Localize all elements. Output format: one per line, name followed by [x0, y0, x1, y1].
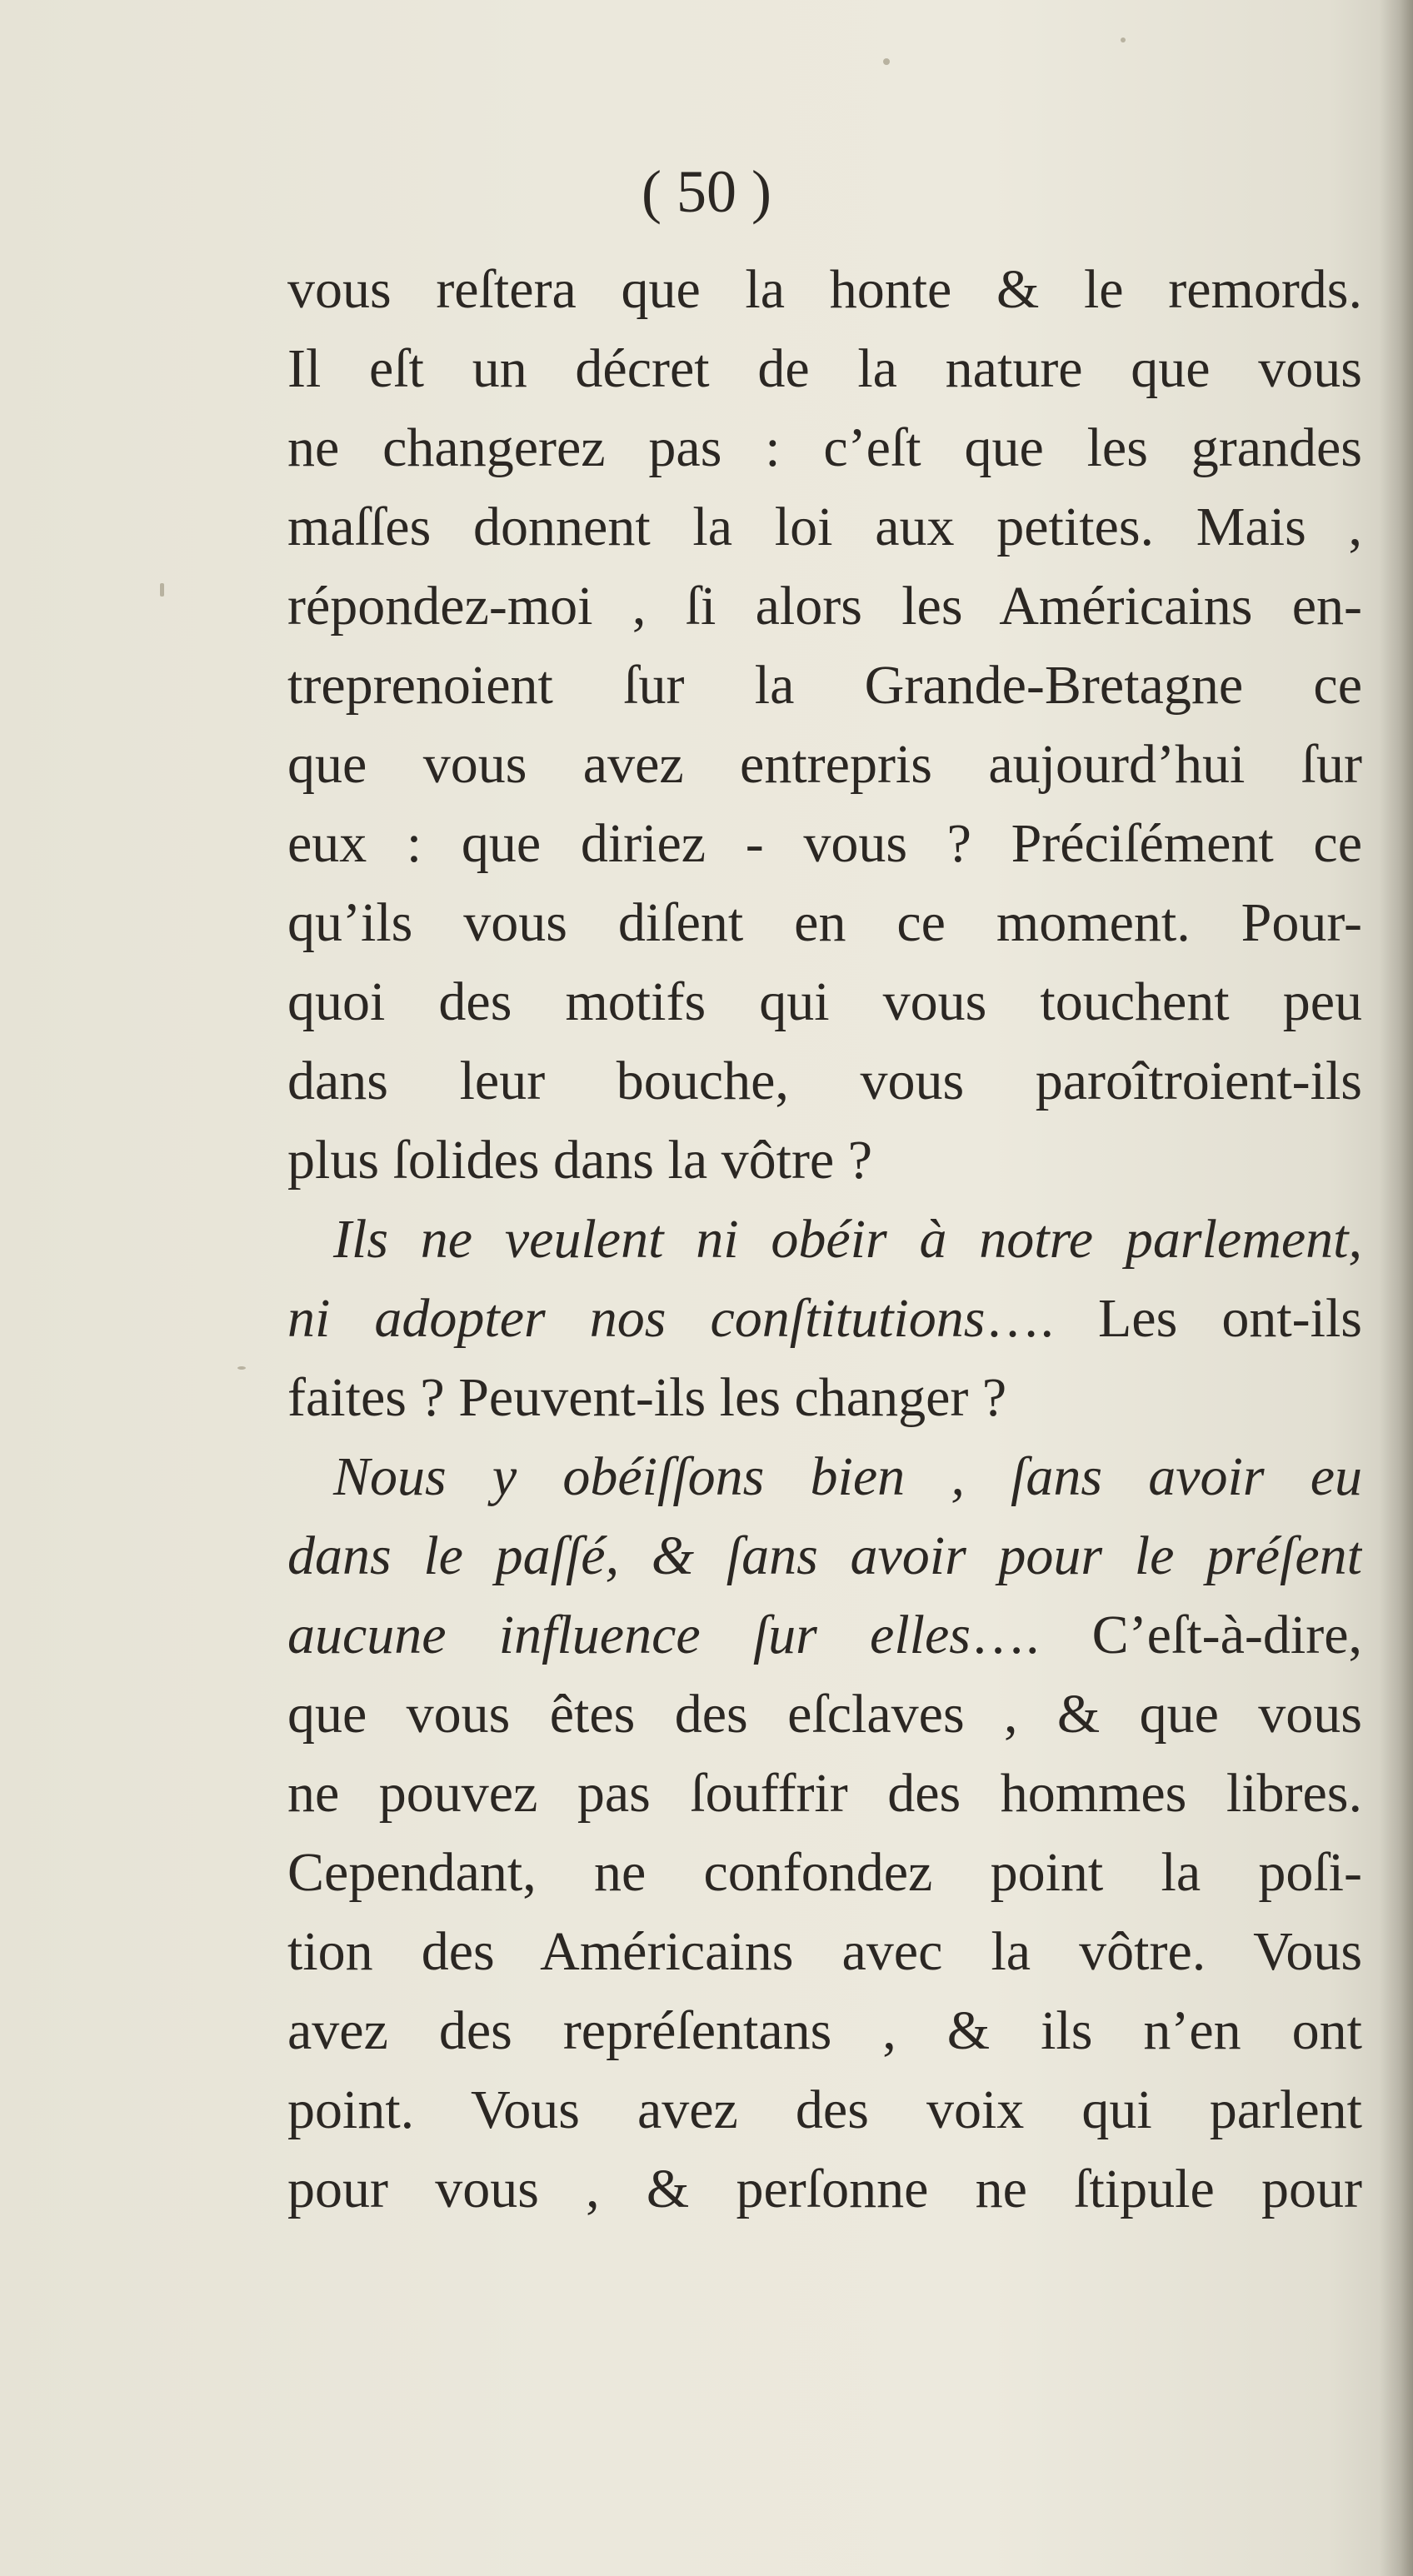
text-line [287, 1833, 1362, 1912]
text-line [287, 962, 1362, 1041]
text-run: répondez-moi , ſi alors les Américains en- [287, 576, 1362, 637]
text-run: Cependant, ne confondez point la poſi- [287, 1842, 1362, 1903]
text-line [287, 250, 1362, 329]
text-line [287, 1041, 1362, 1121]
text-run: ne changerez pas : c’eſt que les grandes [287, 417, 1362, 478]
text-run: faites ? Peuvent-ils les changer ? [287, 1367, 1007, 1428]
text-run: avez des repréſentans , & ils n’en ont [287, 2000, 1362, 2061]
text-line [287, 1437, 1362, 1516]
italic-text: aucune influence ſur elles [287, 1605, 971, 1665]
text-run: …. C’eſt-à-dire, [971, 1605, 1362, 1665]
page-binding-shadow [1380, 0, 1413, 2576]
text-run: Il eſt un décret de la nature que vous [287, 338, 1362, 399]
italic-text: Ils ne veulent ni obéir à notre parlement, [333, 1209, 1362, 1270]
text-line [287, 1516, 1362, 1595]
text-line [287, 1991, 1362, 2070]
text-line [287, 1121, 1362, 1200]
text-line [287, 487, 1362, 567]
text-line [287, 883, 1362, 962]
text-line [287, 725, 1362, 804]
text-line [287, 804, 1362, 883]
text-run: plus ſolides dans la vôtre ? [287, 1130, 873, 1191]
text-run: eux : que diriez - vous ? Préciſément ce [287, 813, 1362, 874]
text-run: tion des Américains avec la vôtre. Vous [287, 1921, 1362, 1982]
text-run: ne pouvez pas ſouffrir des hommes libres. [287, 1763, 1362, 1824]
text-line [287, 1595, 1362, 1675]
text-run: pour vous , & perſonne ne ſtipule pour [287, 2159, 1362, 2219]
text-run: vous reſtera que la honte & le remords. [287, 259, 1362, 320]
text-line [287, 408, 1362, 487]
text-line [287, 1200, 1362, 1279]
text-run: point. Vous avez des voix qui parlent [287, 2079, 1362, 2140]
paper-speck [1121, 37, 1126, 42]
paper-speck [160, 583, 164, 597]
italic-text: Nous y obéiſſons bien , ſans avoir eu [333, 1446, 1362, 1507]
text-line [287, 1912, 1362, 1991]
page-number: ( 50 ) [642, 158, 771, 225]
text-line [287, 1675, 1362, 1754]
text-line [287, 646, 1362, 725]
italic-text: dans le paſſé, & ſans avoir pour le préſent [287, 1525, 1362, 1586]
text-line [287, 567, 1362, 646]
text-line [287, 329, 1362, 408]
text-run: qu’ils vous diſent en ce moment. Pour- [287, 892, 1362, 953]
italic-text: ni adopter nos conſtitutions [287, 1288, 986, 1349]
text-run: dans leur bouche, vous paroîtroient-ils [287, 1051, 1362, 1111]
text-run: …. Les ont-ils [985, 1288, 1362, 1349]
text-run: que vous êtes des eſclaves , & que vous [287, 1684, 1362, 1745]
text-run: treprenoient ſur la Grande-Bretagne ce [287, 655, 1362, 716]
page-text [287, 250, 1362, 2229]
text-line [287, 2070, 1362, 2149]
paper-speck [237, 1366, 246, 1370]
text-run: quoi des motifs qui vous touchent peu [287, 971, 1362, 1032]
text-line [287, 1279, 1362, 1358]
text-run: que vous avez entrepris aujourd’hui ſur [287, 734, 1362, 795]
text-line [287, 2149, 1362, 2229]
paper-speck [883, 58, 890, 65]
text-line [287, 1754, 1362, 1833]
text-run: maſſes donnent la loi aux petites. Mais , [287, 497, 1362, 557]
text-line [287, 1358, 1362, 1437]
